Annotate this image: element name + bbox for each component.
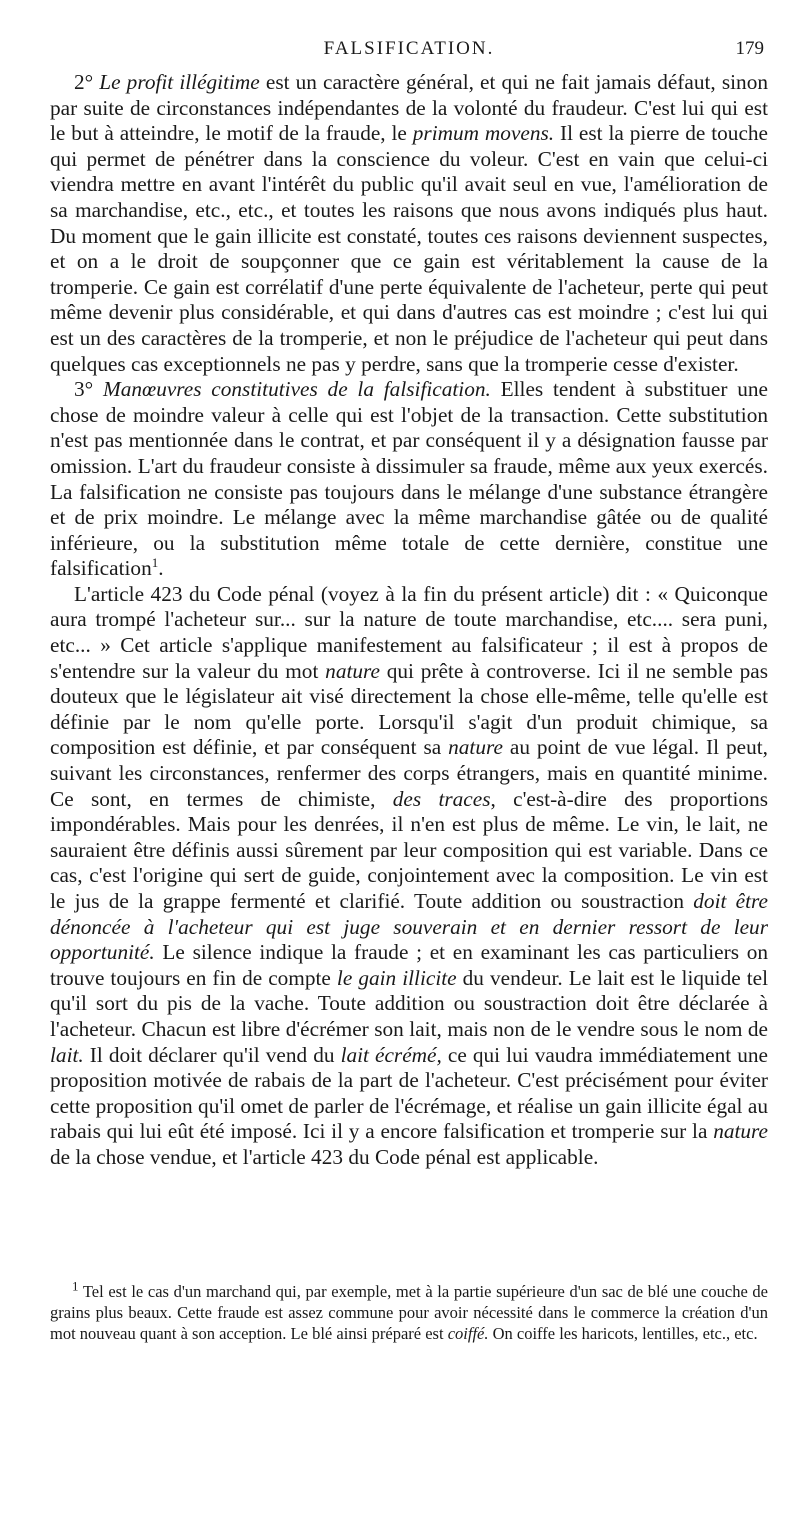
text-run: Elles tendent à substituer une chose de moindre valeur à celle qui est l'objet de la transaction. Cette substitution n'est pas mentionnée dans le contrat, et par conséquent il y a désignation fausse par omission. L'art du fraudeur consiste à dissimuler sa fraude, même aux yeux exercés. La falsification ne consiste pas toujours dans le mélange d'une substance étrangère et de prix moindre. Le mélange avec la même marchandise gâtée ou de qualité inférieure, ou la substitution même totale de cette dernière, constitue une falsification bbox=[50, 377, 768, 581]
emphasis: doit être dénoncée à l'acheteur qui est juge souverain et en dernier ressort de leur opportunité. bbox=[50, 889, 768, 965]
paragraph-article-423 bbox=[50, 582, 768, 1171]
running-head bbox=[50, 38, 768, 68]
text-run: Il doit déclarer qu'il vend du bbox=[83, 1042, 341, 1067]
emphasis: Manœuvres constitutives de la falsification. bbox=[102, 377, 491, 402]
emphasis: nature bbox=[325, 658, 380, 683]
emphasis: des traces bbox=[392, 786, 491, 811]
text-run: Tel est le cas d'un marchand qui, par exemple, met à la partie supérieure d'un sac de blé une couche de grains plus beaux. Cette fraude est assez commune pour avoir nécessité dans le commerce la création d'un mot nouveau quant à son acception. Le blé ainsi préparé est bbox=[50, 1282, 768, 1343]
text-run: ce qui lui vaudra immédiatement une proposition motivée de rabais de la part de l'acheteur. C'est précisément pour éviter cette proposition qu'il omet de parler de l'écrémage, et réalise un gain illicite égal au rabais qui lui eût été imposé. Ici il y a encore falsification et tromperie sur la bbox=[50, 1042, 769, 1144]
text-run: qui prête à controverse. Ici il ne semble pas douteux que le législateur ait visé directement la chose elle-même, telle qu'elle est définie par le nom qu'elle porte. Lorsqu'il s'agit d'un produit chimique, sa composition est définie, et par conséquent sa bbox=[50, 658, 769, 760]
body-text bbox=[50, 70, 768, 1171]
footnote-reference: 1 bbox=[151, 555, 159, 571]
emphasis: nature bbox=[448, 735, 503, 760]
emphasis: nature bbox=[713, 1119, 768, 1144]
text-run: L'article 423 du Code pénal (voyez à la fin du présent article) dit : « Quiconque aura trompé l'acheteur sur... sur la nature de toute marchandise, etc.... sera puni, etc... » Cet article s'applique manifestement au falsificateur ; il est à propos de s'entendre sur la valeur du mot bbox=[50, 581, 768, 683]
text-run: On coiffe les haricots, lentilles, etc., etc. bbox=[488, 1324, 758, 1343]
text-run: , c'est-à-dire des proportions impondérables. Mais pour les denrées, il n'en est plus de même. Le vin, le lait, ne sauraient être définis aussi sûrement par leur composition qui est variable. Dans ce cas, c'est l'origine qui sert de guide, conjointement avec la composition. Le vin est le jus de la grappe fermenté et clarifié. Toute addition ou soustraction bbox=[50, 786, 769, 913]
item-number: 2° bbox=[74, 70, 100, 94]
emphasis: coiffé. bbox=[447, 1324, 489, 1343]
item-number: 3° bbox=[74, 377, 103, 402]
text-run: de la chose vendue, et l'article 423 du Code pénal est applicable. bbox=[50, 1144, 599, 1169]
emphasis: Le profit illégitime bbox=[99, 70, 260, 94]
footnote-mark: 1 bbox=[72, 1278, 79, 1294]
running-title: FALSIFICATION. bbox=[323, 38, 495, 59]
emphasis: primum movens. bbox=[412, 121, 555, 146]
paragraph-manoeuvres bbox=[50, 377, 768, 582]
text-run: Le silence indique la fraude ; et en examinant les cas particuliers on trouve toujours en fin de compte bbox=[50, 940, 768, 990]
footnote bbox=[50, 1278, 768, 1344]
text-run: Il est la pierre de touche qui permet de pénétrer dans la conscience du voleur. C'est en vain que celui-ci viendra mettre en avant l'intérêt du public qu'il avait seul en vue, l'amélioration de sa marchandise, etc., etc., et toutes les raisons que nous avons indiqués plus haut. Du moment que le gain illicite est constaté, toutes ces raisons deviennent suspectes, et on a le droit de soupçonner que ce gain est véritablement la cause de la tromperie. Ce gain est corrélatif d'une perte équivalente de l'acheteur, perte qui peut même devenir plus considérable, et qui dans d'autres cas est moindre ; c'est lui qui est un des caractères de la tromperie, et non le préjudice de l'acheteur qui peut dans quelques cas exceptionnels ne pas y perdre, sans que la tromperie cesse d'exister. bbox=[50, 121, 768, 376]
paragraph-profit-illegitime bbox=[50, 70, 768, 377]
text-run: . bbox=[158, 556, 164, 581]
emphasis: lait écrémé, bbox=[340, 1042, 442, 1067]
page-number: 179 bbox=[735, 38, 764, 59]
text-run: du vendeur. Le lait est le liquide tel qu'il sort du pis de la vache. Toute addition ou soustraction doit être déclarée à l'acheteur. Chacun est libre d'écrémer son lait, mais non de le vendre sous le nom de bbox=[50, 965, 768, 1041]
emphasis: le gain illicite bbox=[336, 965, 457, 990]
text-run: au point de vue légal. Il peut, suivant les circonstances, renfermer des corps étrangers, mais en quantité minime. Ce sont, en termes de chimiste, bbox=[50, 735, 768, 811]
text-run: est un caractère général, et qui ne fait jamais défaut, sinon par suite de circonstances indépendantes de la volonté du fraudeur. C'est lui qui est le but à atteindre, le motif de la fraude, le bbox=[50, 70, 768, 146]
emphasis: lait. bbox=[50, 1042, 84, 1067]
